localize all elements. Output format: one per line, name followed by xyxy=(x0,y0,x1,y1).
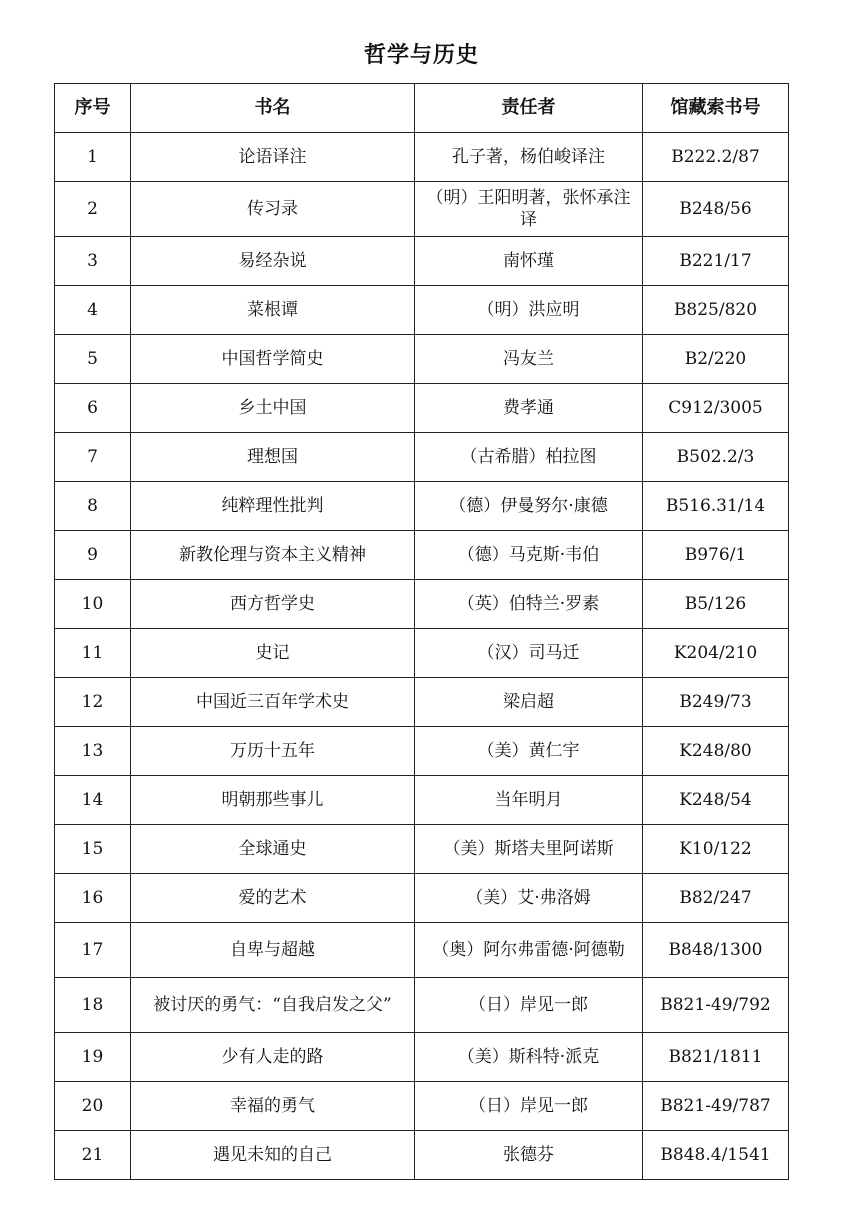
cell-author: 费孝通 xyxy=(415,384,643,433)
cell-no: 17 xyxy=(55,923,131,978)
cell-title: 被讨厌的勇气：“自我启发之父” xyxy=(131,978,415,1033)
table-row xyxy=(55,1082,789,1131)
cell-no: 16 xyxy=(55,874,131,923)
cell-author: 南怀瑾 xyxy=(415,237,643,286)
page-title: 哲学与历史 xyxy=(363,43,479,68)
cell-no: 9 xyxy=(55,531,131,580)
table-row xyxy=(55,978,789,1033)
table-row xyxy=(55,286,789,335)
cell-author: （明）王阳明著，张怀承注译 xyxy=(415,182,643,237)
table-row xyxy=(55,727,789,776)
cell-no: 10 xyxy=(55,580,131,629)
cell-title: 少有人走的路 xyxy=(131,1033,415,1082)
cell-call-number: B821-49/787 xyxy=(643,1082,789,1131)
cell-author: 张德芬 xyxy=(415,1131,643,1180)
table-row xyxy=(55,923,789,978)
table-row xyxy=(55,182,789,237)
table-row xyxy=(55,384,789,433)
cell-call-number: B82/247 xyxy=(643,874,789,923)
cell-title: 明朝那些事儿 xyxy=(131,776,415,825)
cell-title: 菜根谭 xyxy=(131,286,415,335)
cell-title: 新教伦理与资本主义精神 xyxy=(131,531,415,580)
cell-call-number: K204/210 xyxy=(643,629,789,678)
cell-no: 5 xyxy=(55,335,131,384)
cell-title: 史记 xyxy=(131,629,415,678)
cell-call-number: K248/80 xyxy=(643,727,789,776)
cell-title: 理想国 xyxy=(131,433,415,482)
table-row xyxy=(55,531,789,580)
cell-author: （美）黄仁宇 xyxy=(415,727,643,776)
cell-author: 孔子著，杨伯峻译注 xyxy=(415,133,643,182)
cell-title: 遇见未知的自己 xyxy=(131,1131,415,1180)
cell-title: 全球通史 xyxy=(131,825,415,874)
table-row xyxy=(55,874,789,923)
cell-no: 2 xyxy=(55,182,131,237)
cell-no: 11 xyxy=(55,629,131,678)
cell-call-number: B2/220 xyxy=(643,335,789,384)
table-row xyxy=(55,1131,789,1180)
cell-call-number: B249/73 xyxy=(643,678,789,727)
cell-author: （汉）司马迁 xyxy=(415,629,643,678)
table-row xyxy=(55,1033,789,1082)
cell-title: 乡土中国 xyxy=(131,384,415,433)
cell-title: 纯粹理性批判 xyxy=(131,482,415,531)
column-header-call-number: 馆藏索书号 xyxy=(643,84,789,133)
cell-call-number: B825/820 xyxy=(643,286,789,335)
table-header-row xyxy=(55,84,789,133)
cell-call-number: C912/3005 xyxy=(643,384,789,433)
book-table xyxy=(54,83,789,1180)
cell-author: （美）斯科特·派克 xyxy=(415,1033,643,1082)
table-row xyxy=(55,678,789,727)
cell-author: （古希腊）柏拉图 xyxy=(415,433,643,482)
cell-author: 冯友兰 xyxy=(415,335,643,384)
cell-no: 18 xyxy=(55,978,131,1033)
cell-title: 中国近三百年学术史 xyxy=(131,678,415,727)
cell-author: （德）马克斯·韦伯 xyxy=(415,531,643,580)
table-row xyxy=(55,433,789,482)
cell-call-number: B5/126 xyxy=(643,580,789,629)
cell-call-number: B848.4/1541 xyxy=(643,1131,789,1180)
cell-no: 4 xyxy=(55,286,131,335)
cell-author: 梁启超 xyxy=(415,678,643,727)
cell-call-number: B976/1 xyxy=(643,531,789,580)
cell-call-number: B821/1811 xyxy=(643,1033,789,1082)
cell-no: 6 xyxy=(55,384,131,433)
cell-no: 21 xyxy=(55,1131,131,1180)
table-row xyxy=(55,825,789,874)
cell-no: 8 xyxy=(55,482,131,531)
cell-no: 3 xyxy=(55,237,131,286)
cell-title: 自卑与超越 xyxy=(131,923,415,978)
cell-no: 7 xyxy=(55,433,131,482)
cell-no: 15 xyxy=(55,825,131,874)
cell-no: 12 xyxy=(55,678,131,727)
table-row xyxy=(55,237,789,286)
column-header-author: 责任者 xyxy=(415,84,643,133)
cell-author: （明）洪应明 xyxy=(415,286,643,335)
cell-call-number: B516.31/14 xyxy=(643,482,789,531)
table-row xyxy=(55,335,789,384)
cell-title: 论语译注 xyxy=(131,133,415,182)
cell-title: 传习录 xyxy=(131,182,415,237)
cell-call-number: B222.2/87 xyxy=(643,133,789,182)
cell-call-number: B502.2/3 xyxy=(643,433,789,482)
cell-title: 西方哲学史 xyxy=(131,580,415,629)
cell-call-number: K10/122 xyxy=(643,825,789,874)
column-header-no: 序号 xyxy=(55,84,131,133)
cell-author: （德）伊曼努尔·康德 xyxy=(415,482,643,531)
cell-author: 当年明月 xyxy=(415,776,643,825)
table-row xyxy=(55,133,789,182)
cell-author: （奥）阿尔弗雷德·阿德勒 xyxy=(415,923,643,978)
cell-title: 万历十五年 xyxy=(131,727,415,776)
cell-author: （日）岸见一郎 xyxy=(415,1082,643,1131)
column-header-title: 书名 xyxy=(131,84,415,133)
cell-no: 14 xyxy=(55,776,131,825)
table-row xyxy=(55,776,789,825)
cell-author: （美）艾·弗洛姆 xyxy=(415,874,643,923)
cell-author: （日）岸见一郎 xyxy=(415,978,643,1033)
cell-author: （美）斯塔夫里阿诺斯 xyxy=(415,825,643,874)
cell-call-number: B821-49/792 xyxy=(643,978,789,1033)
cell-title: 爱的艺术 xyxy=(131,874,415,923)
cell-no: 19 xyxy=(55,1033,131,1082)
cell-call-number: B221/17 xyxy=(643,237,789,286)
cell-no: 20 xyxy=(55,1082,131,1131)
cell-title: 易经杂说 xyxy=(131,237,415,286)
cell-title: 幸福的勇气 xyxy=(131,1082,415,1131)
cell-no: 13 xyxy=(55,727,131,776)
cell-call-number: B848/1300 xyxy=(643,923,789,978)
table-row xyxy=(55,580,789,629)
cell-no: 1 xyxy=(55,133,131,182)
cell-title: 中国哲学简史 xyxy=(131,335,415,384)
cell-call-number: K248/54 xyxy=(643,776,789,825)
table-row xyxy=(55,629,789,678)
table-row xyxy=(55,482,789,531)
cell-author: （英）伯特兰·罗素 xyxy=(415,580,643,629)
cell-call-number: B248/56 xyxy=(643,182,789,237)
